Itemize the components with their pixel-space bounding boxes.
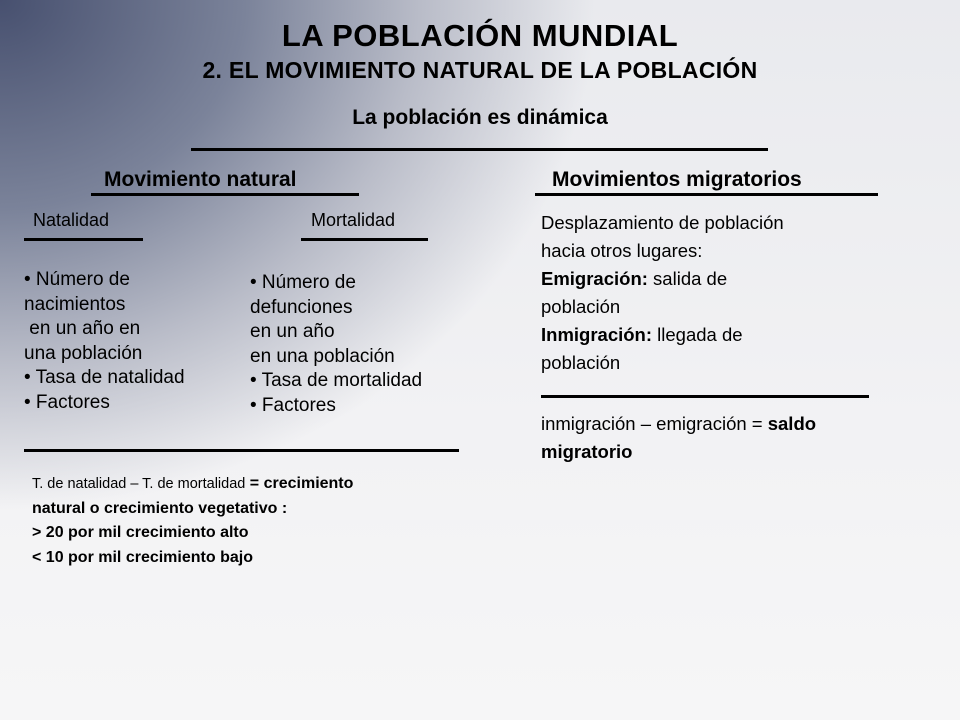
- divider-mortalidad: [301, 238, 428, 241]
- mortalidad-list: [250, 271, 422, 418]
- heading-movimiento-natural: Movimiento natural: [104, 168, 297, 191]
- formula-line-4: < 10 por mil crecimiento bajo: [32, 548, 253, 566]
- list-item: • Factores: [24, 391, 110, 413]
- section-title: 2. EL MOVIMIENTO NATURAL DE LA POBLACIÓN: [202, 57, 758, 83]
- list-item: • Factores: [250, 394, 336, 416]
- formula-result: = crecimiento: [245, 475, 354, 492]
- list-item: • Tasa de natalidad: [24, 367, 185, 388]
- saldo-label-2: migratorio: [541, 441, 633, 462]
- divider-natalidad: [24, 238, 143, 241]
- list-item: una población: [24, 342, 143, 364]
- page-title: LA POBLACIÓN MUNDIAL: [281, 18, 679, 53]
- saldo-expression: inmigración – emigración =: [541, 413, 768, 434]
- list-item: en un año: [250, 321, 335, 342]
- migration-text: [541, 209, 784, 377]
- heading-movimientos-migratorios: Movimientos migratorios: [552, 168, 802, 191]
- natalidad-list: [24, 268, 185, 415]
- migration-line-1: Desplazamiento de población: [541, 212, 784, 233]
- divider-migratorios: [535, 193, 878, 196]
- list-item: defunciones: [250, 296, 353, 318]
- list-item: en una población: [250, 345, 395, 367]
- formula-expression: T. de natalidad – T. de mortalidad: [32, 476, 246, 492]
- list-item: nacimientos: [24, 293, 126, 315]
- label-mortalidad: Mortalidad: [311, 210, 396, 230]
- inmigracion-text-2: población: [541, 352, 621, 373]
- list-item: • Número de: [24, 269, 130, 290]
- migration-line-2: hacia otros lugares:: [541, 240, 703, 261]
- divider-natural-bottom: [24, 449, 459, 452]
- divider-migratorios-bottom: [541, 395, 869, 398]
- inmigracion-text: llegada de: [652, 324, 743, 345]
- emigracion-text-2: población: [541, 296, 621, 317]
- formula-line-3: > 20 por mil crecimiento alto: [32, 524, 249, 541]
- label-natalidad: Natalidad: [33, 210, 110, 230]
- list-item: • Número de: [250, 272, 356, 293]
- growth-formula: [32, 472, 353, 570]
- saldo-migratorio: [541, 410, 816, 466]
- divider-natural: [91, 193, 359, 196]
- inmigracion-label: Inmigración:: [541, 324, 653, 345]
- list-item: en un año en: [24, 318, 141, 339]
- emigracion-label: Emigración:: [541, 268, 648, 289]
- list-item: • Tasa de mortalidad: [250, 370, 423, 391]
- formula-line-2: natural o crecimiento vegetativo :: [32, 499, 288, 517]
- emigracion-text: salida de: [647, 268, 728, 289]
- divider-main: [191, 148, 768, 151]
- tagline: La población es dinámica: [352, 106, 608, 129]
- saldo-label: saldo: [767, 413, 817, 434]
